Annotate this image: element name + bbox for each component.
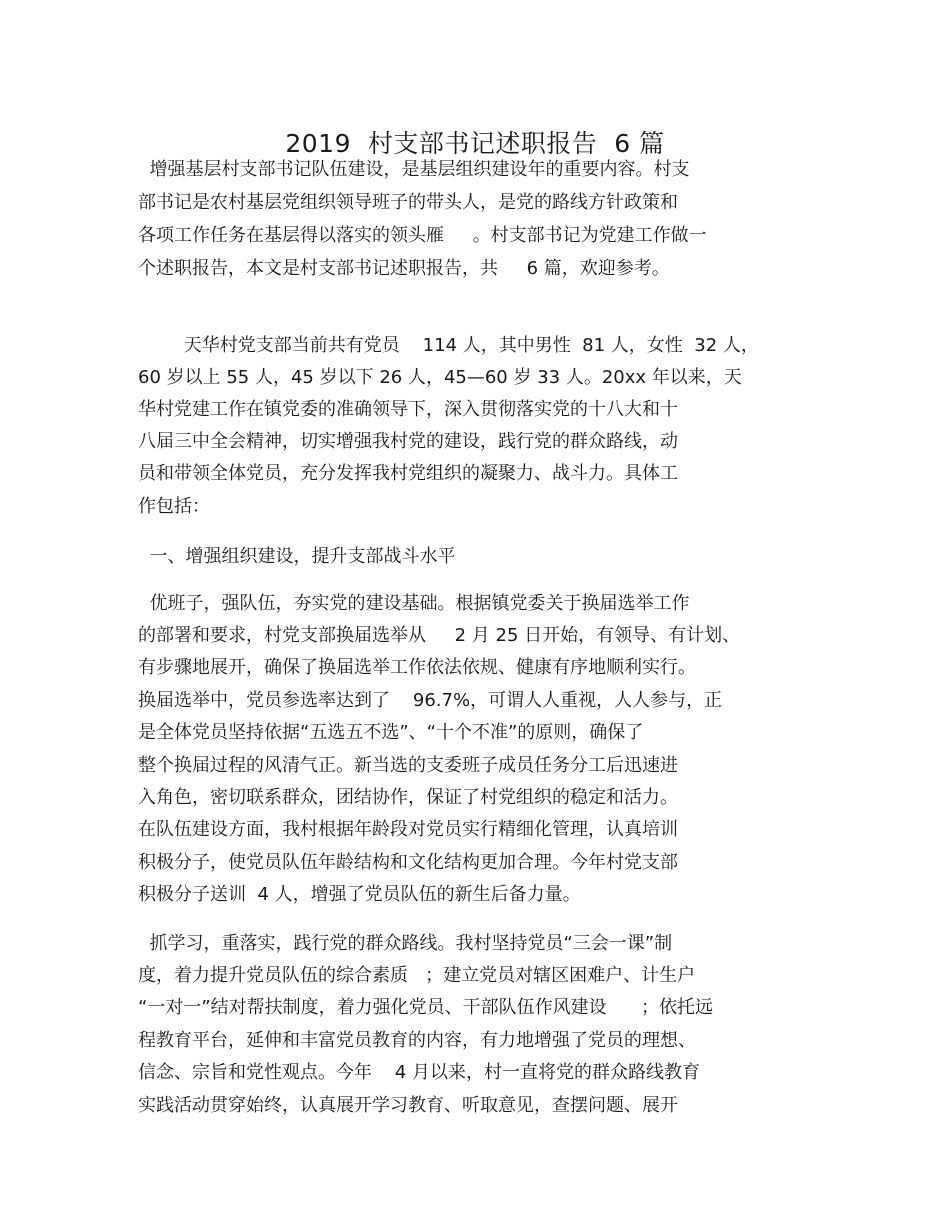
paragraph-line: 抓学习，重落实，践行党的群众路线。我村坚持党员“三会一课”制 xyxy=(138,933,673,954)
paragraph-line: 积极分子送训 4 人，增强了党员队伍的新生后备力量。 xyxy=(138,884,581,905)
paragraph-line: 入角色，密切联系群众，团结协作，保证了村党组织的稳定和活力。 xyxy=(138,787,678,808)
paragraph-line: 实践活动贯穿始终，认真展开学习教育、听取意见，查摆问题、展开 xyxy=(138,1095,678,1116)
paragraph-line: 部书记是农村基层党组织领导班子的带头人，是党的路线方针政策和 xyxy=(138,192,678,213)
paragraph-line: 程教育平台，延伸和丰富党员教育的内容，有力地增强了党员的理想、 xyxy=(138,1030,696,1051)
paragraph-line: 天华村党支部当前共有党员 114 人，其中男性 81 人，女性 32 人， xyxy=(138,335,759,356)
paragraph-line: 度，着力提升党员队伍的综合素质 ；建立党员对辖区困难户、计生户 xyxy=(138,965,696,986)
paragraph-line: 换届选举中，党员参选率达到了 96.7%，可谓人人重视，人人参与，正 xyxy=(138,690,723,711)
paragraph-line: 的部署和要求，村党支部换届选举从 2 月 25 日开始，有领导、有计划、 xyxy=(138,625,741,646)
paragraph-line: 是全体党员坚持依据“五选五不选”、“十个不准”的原则，确保了 xyxy=(138,722,644,743)
paragraph-line: 信念、宗旨和党性观点。今年 4 月以来，村一直将党的群众路线教育 xyxy=(138,1062,701,1083)
paragraph-line: 员和带领全体党员，充分发挥我村党组织的凝聚力、战斗力。具体工 xyxy=(138,463,678,484)
paragraph-line: 积极分子，使党员队伍年龄结构和文化结构更加合理。今年村党支部 xyxy=(138,852,678,873)
paragraph-line: 八届三中全会精神，切实增强我村党的建设，践行党的群众路线，动 xyxy=(138,431,678,452)
document-title: 2019 村支部书记述职报告 6 篇 xyxy=(285,129,665,158)
paragraph-line: 华村党建工作在镇党委的准确领导下，深入贯彻落实党的十八大和十 xyxy=(138,399,678,420)
paragraph-line: “一对一”结对帮扶制度，着力强化党员、干部队伍作风建设 ；依托远 xyxy=(138,997,713,1018)
paragraph-line: 作包括： xyxy=(138,496,210,517)
paragraph-line: 有步骤地展开，确保了换届选举工作依法依规、健康有序地顺利实行。 xyxy=(138,657,696,678)
paragraph-line: 各项工作任务在基层得以落实的领头雁 。村支部书记为党建工作做一 xyxy=(138,225,707,246)
paragraph-line: 整个换届过程的风清气正。新当选的支委班子成员任务分工后迅速进 xyxy=(138,755,678,776)
paragraph-line: 60 岁以上 55 人，45 岁以下 26 人，45—60 岁 33 人。20xx 年以来，天 xyxy=(138,367,742,388)
paragraph-line: 增强基层村支部书记队伍建设，是基层组织建设年的重要内容。村支 xyxy=(138,159,690,180)
paragraph-line: 在队伍建设方面，我村根据年龄段对党员实行精细化管理，认真培训 xyxy=(138,819,678,840)
paragraph-line: 个述职报告，本文是村支部书记述职报告，共 6 篇，欢迎参考。 xyxy=(138,258,670,279)
section-heading: 一、增强组织建设，提升支部战斗水平 xyxy=(138,546,456,567)
paragraph-line: 优班子，强队伍，夯实党的建设基础。根据镇党委关于换届选举工作 xyxy=(138,593,690,614)
